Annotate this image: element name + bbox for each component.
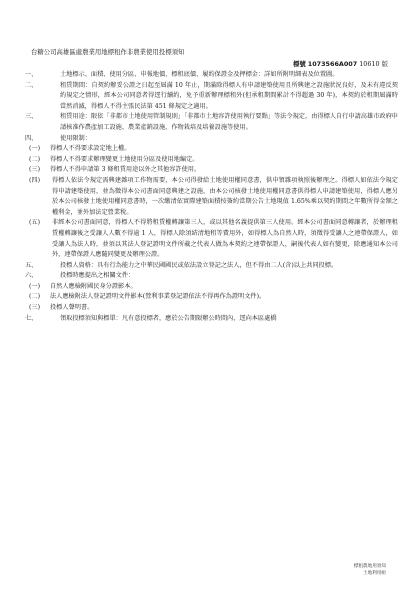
section-1-land-info xyxy=(25,70,398,81)
section-text: 土地標示、面積、使用分區、申報地價、標租底價、履約保證金及押標金：詳如所附明細表及位置圖。 xyxy=(60,71,339,78)
subitem-text: 自然人應檢附國民身分證影本。 xyxy=(50,282,137,290)
subitem-label: (五) xyxy=(29,219,41,227)
subitem-text: 非經本公司書面同意，得標人不得將租賃權轉讓第三人，或以其他名義提供第三人使用。經本公司書面同意轉讓者，於辦理租賃權轉讓後之受讓人人數不得逾 1 人，得標人除須結清地租等費用外，如得標人為自然人時，須徵得受讓人之連帶保證人，如受讓人為法人時，並須以其法人登記證明文件所載之代表人做為本契約之連帶保證人，嗣後代表人如有變更，除應通知本公司外，連帶保證人應隨同變更及辦理公證。 xyxy=(52,219,398,259)
section-text: 租賃期間：自契約辦妥公證之日起至屆滿 10 年止，期滿除得標人有申請建築使用且所興建之設施狀況良好，及未有違反契約規定之情形，經本公司同意者得逕行續約，免予重新辦理標租外(但承租期間累計不得超過 30 年)，本契約於租期屆滿時當然消滅，得標人不得主張民法第 451 條規定之適用。 xyxy=(60,81,398,110)
section-3-lease-purpose xyxy=(25,112,398,133)
footer-line-2: 土地利用組 xyxy=(363,570,386,576)
number-label: 標號 xyxy=(292,60,306,68)
subitem-text: 得標人依法令規定需興建雜項工作物需要，本公司得發給土地使用權同意書，供申領雜項執照後辦理之。得標人如依法令規定得申請建築使用，並為徵得本公司書面同意興建之設施，由本公司核發土地使用權同意書供得標人申請建築使用，得標人應另於本公司核發土地使用權同意書時，一次繳清依實際建築面積按簽約當期公告土地現值 1.65%乘以契約期間之年數所得金額之權利金，並外加法定營業稅。 xyxy=(52,176,398,216)
subitem-4-3 xyxy=(25,165,398,176)
section-label: 七、 xyxy=(25,314,38,322)
subitem-4-2 xyxy=(25,155,398,166)
section-5-bidder-qualification xyxy=(25,261,398,272)
subitem-text: 法人應檢附法人登記證明文件影本(營利事業登記證依法不得再作為證明文件)。 xyxy=(50,293,266,301)
section-label: 六、 xyxy=(25,272,38,280)
section-6-required-documents xyxy=(25,271,398,282)
subitem-4-1 xyxy=(25,144,398,155)
section-text: 投標人資格：具有行為能力之中華民國國民或依法設立登記之法人，但不得由二人(含)以上共同投標。 xyxy=(60,261,338,269)
section-4-usage-restrictions xyxy=(25,134,398,145)
document-title: 台糖公司高雄區處農業用地標租作非農業使用投標須知 xyxy=(31,48,185,56)
section-text: 使用限制： xyxy=(60,134,91,142)
subitem-label: (一) xyxy=(29,145,41,153)
subitem-4-4 xyxy=(25,176,398,218)
section-label: 四、 xyxy=(25,134,38,142)
subitem-label: (一) xyxy=(29,282,41,290)
section-label: 一、 xyxy=(25,71,38,78)
footer-line-1: 標租農地用須知 xyxy=(353,564,386,569)
subitem-label: (四) xyxy=(29,176,41,184)
section-7-obtain-documents xyxy=(25,314,398,325)
section-text: 投標時應提出之相關文件： xyxy=(60,272,135,280)
subitem-4-5 xyxy=(25,218,398,260)
subitem-label: (三) xyxy=(29,166,41,174)
section-text: 領取投標須知與標單：凡有意投標者，應於公告期限辦公時間內，逕向本區處橋 xyxy=(60,314,277,322)
subitem-label: (二) xyxy=(29,155,41,163)
subitem-6-2 xyxy=(25,292,398,303)
subitem-text: 得標人不得要求辦理變更土地使用分區及使用地編定。 xyxy=(50,155,199,163)
subitem-label: (三) xyxy=(29,304,41,312)
section-2-lease-period xyxy=(25,81,398,113)
subitem-6-1 xyxy=(25,282,398,293)
section-label: 五、 xyxy=(25,261,38,269)
subitem-6-3 xyxy=(25,303,398,314)
section-text: 租賃用途：限依「非都市土地使用管制規則」「非都市土地容許使用執行要點」等法令規定，由得標人自行申請高雄市政府申請核准作農產加工設施、農業產銷設施、作物栽培及培養設施等使用。 xyxy=(60,113,398,131)
subitem-text: 得標人不得要求設定地上權。 xyxy=(50,145,131,153)
subitem-text: 得標人不得申請第 3 條租賃用途以外之其他容許使用。 xyxy=(50,166,201,174)
version-label: 10610 版 xyxy=(359,60,388,68)
number-value: 1073566A007 xyxy=(307,60,358,68)
document-number xyxy=(25,59,388,69)
section-label: 二、 xyxy=(25,81,38,89)
footer-note xyxy=(354,564,386,577)
section-label: 三、 xyxy=(25,113,38,121)
subitem-label: (二) xyxy=(29,293,41,301)
subitem-text: 投標人聲明書。 xyxy=(50,304,94,312)
